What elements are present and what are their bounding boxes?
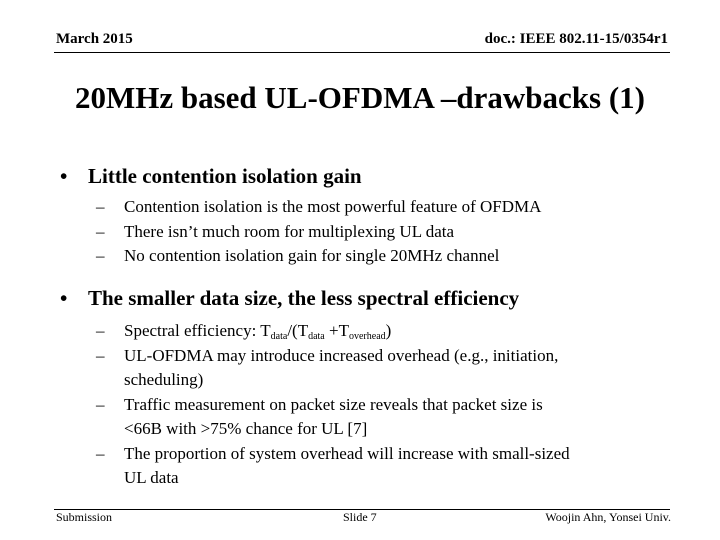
sub-bullet-text: Contention isolation is the most powerful feature of OFDMA [124,197,542,216]
sub-bullet-item [96,344,570,393]
formula-text: +T [324,321,349,340]
dash-marker: – [96,221,105,241]
sub-bullet-item [96,195,541,220]
bullet-text: The smaller data size, the less spectral efficiency [88,286,520,310]
bullet-item [60,163,362,189]
bullet-marker: • [60,164,68,188]
formula-text: ) [385,321,392,340]
footer-submission: Submission [56,510,113,524]
bullet-marker: • [60,286,68,310]
dash-marker: – [96,345,105,365]
footer-author: Woojin Ahn, Yonsei Univ. [545,510,671,524]
sub-bullet-list [96,195,541,269]
formula-subscript: data [308,331,325,342]
sub-bullet-line: Traffic measurement on packet size reveals that packet size is [124,394,543,414]
formula-text: /(T [287,321,309,340]
formula-subscript: data [270,331,288,342]
footer-slide-number: Slide 7 [343,510,377,524]
sub-bullet-item [96,393,570,442]
sub-bullet-item [96,244,541,269]
header-doc-id: doc.: IEEE 802.11-15/0354r1 [484,31,668,47]
sub-bullet-text: No contention isolation gain for single 20MHz channel [124,246,500,265]
sub-bullet-item [96,220,541,245]
dash-marker: – [96,443,105,463]
sub-bullet-text: There isn’t much room for multiplexing UL data [124,221,455,241]
sub-bullet-line: The proportion of system overhead will increase with small-sized [124,443,570,463]
dash-marker: – [96,197,105,216]
header-date: March 2015 [56,31,133,47]
dash-marker: – [96,321,105,340]
bullet-text: Little contention isolation gain [88,164,362,188]
sub-bullet-line: UL data [124,468,179,487]
slide-title: 20MHz based UL-OFDMA –drawbacks (1) [74,80,646,115]
sub-bullet-line: scheduling) [124,370,204,389]
formula-subscript: overhead [348,331,386,342]
sub-bullet-list [96,319,570,491]
sub-bullet-item [96,319,570,344]
header-rule [54,52,670,53]
sub-bullet-line: <66B with >75% chance for UL [7] [124,419,368,438]
dash-marker: – [96,246,105,265]
sub-bullet-item [96,442,570,491]
formula-prefix: Spectral efficiency: T [124,321,271,340]
bullet-item [60,285,519,311]
dash-marker: – [96,394,105,414]
sub-bullet-line: UL-OFDMA may introduce increased overhead (e.g., initiation, [124,345,559,365]
